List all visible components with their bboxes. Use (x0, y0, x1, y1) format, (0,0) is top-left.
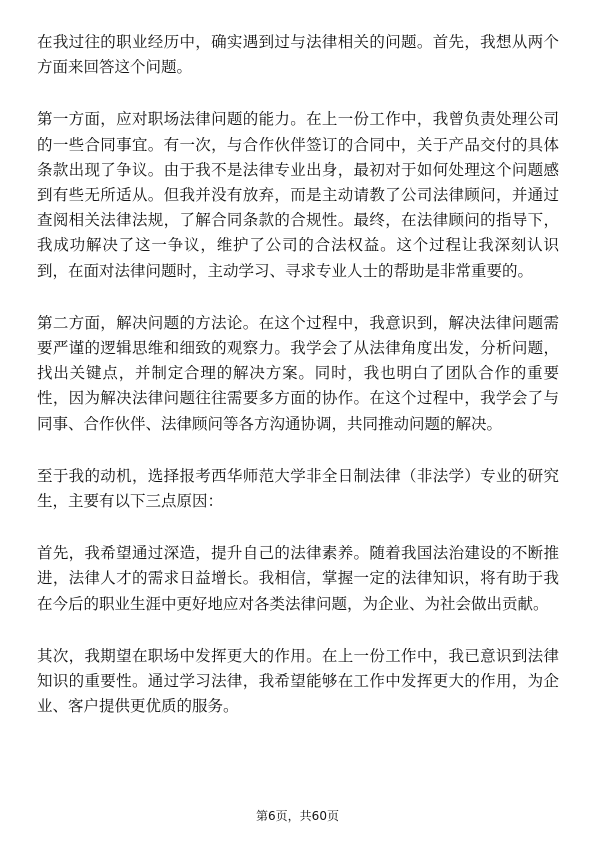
paragraph: 第一方面，应对职场法律问题的能力。在上一份工作中，我曾负责处理公司的一些合同事宜。有一次，与合作伙伴签订的合同中，关于产品交付的具体条款出现了争议。由于我不是法律专业出身，最初对于如何处理这个问题感到有些无所适从。但我并没有放弃，而是主动请教了公司法律顾问，并通过查阅相关法律法规，了解合同条款的合规性。最终，在法律顾问的指导下，我成功解决了这一争议，维护了公司的合法权益。这个过程让我深刻认识到，在面对法律问题时，主动学习、寻求专业人士的帮助是非常重要的。 (37, 110, 559, 280)
paragraph: 至于我的动机，选择报考西华师范大学非全日制法律（非法学）专业的研究生，主要有以下三点原因： (37, 466, 559, 511)
page-number-footer: 第6页，共60页 (256, 809, 339, 823)
paragraph: 其次，我期望在职场中发挥更大的作用。在上一份工作中，我已意识到法律知识的重要性。通过学习法律，我希望能够在工作中发挥更大的作用，为企业、客户提供更优质的服务。 (37, 646, 559, 716)
paragraph: 在我过往的职业经历中，确实遇到过与法律相关的问题。首先，我想从两个方面来回答这个问题。 (37, 33, 559, 77)
paragraph: 第二方面，解决问题的方法论。在这个过程中，我意识到，解决法律问题需要严谨的逻辑思维和细致的观察力。我学会了从法律角度出发，分析问题，找出关键点，并制定合理的解决方案。同时，我也明白了团队合作的重要性，因为解决法律问题往往需要多方面的协作。在这个过程中，我学会了与同事、合作伙伴、法律顾问等各方沟通协调，共同推动问题的解决。 (37, 313, 559, 433)
paragraph: 首先，我希望通过深造，提升自己的法律素养。随着我国法治建设的不断推进，法律人才的需求日益增长。我相信，掌握一定的法律知识，将有助于我在今后的职业生涯中更好地应对各类法律问题，为企业、为社会做出贡献。 (37, 544, 559, 613)
document-body (37, 30, 559, 746)
